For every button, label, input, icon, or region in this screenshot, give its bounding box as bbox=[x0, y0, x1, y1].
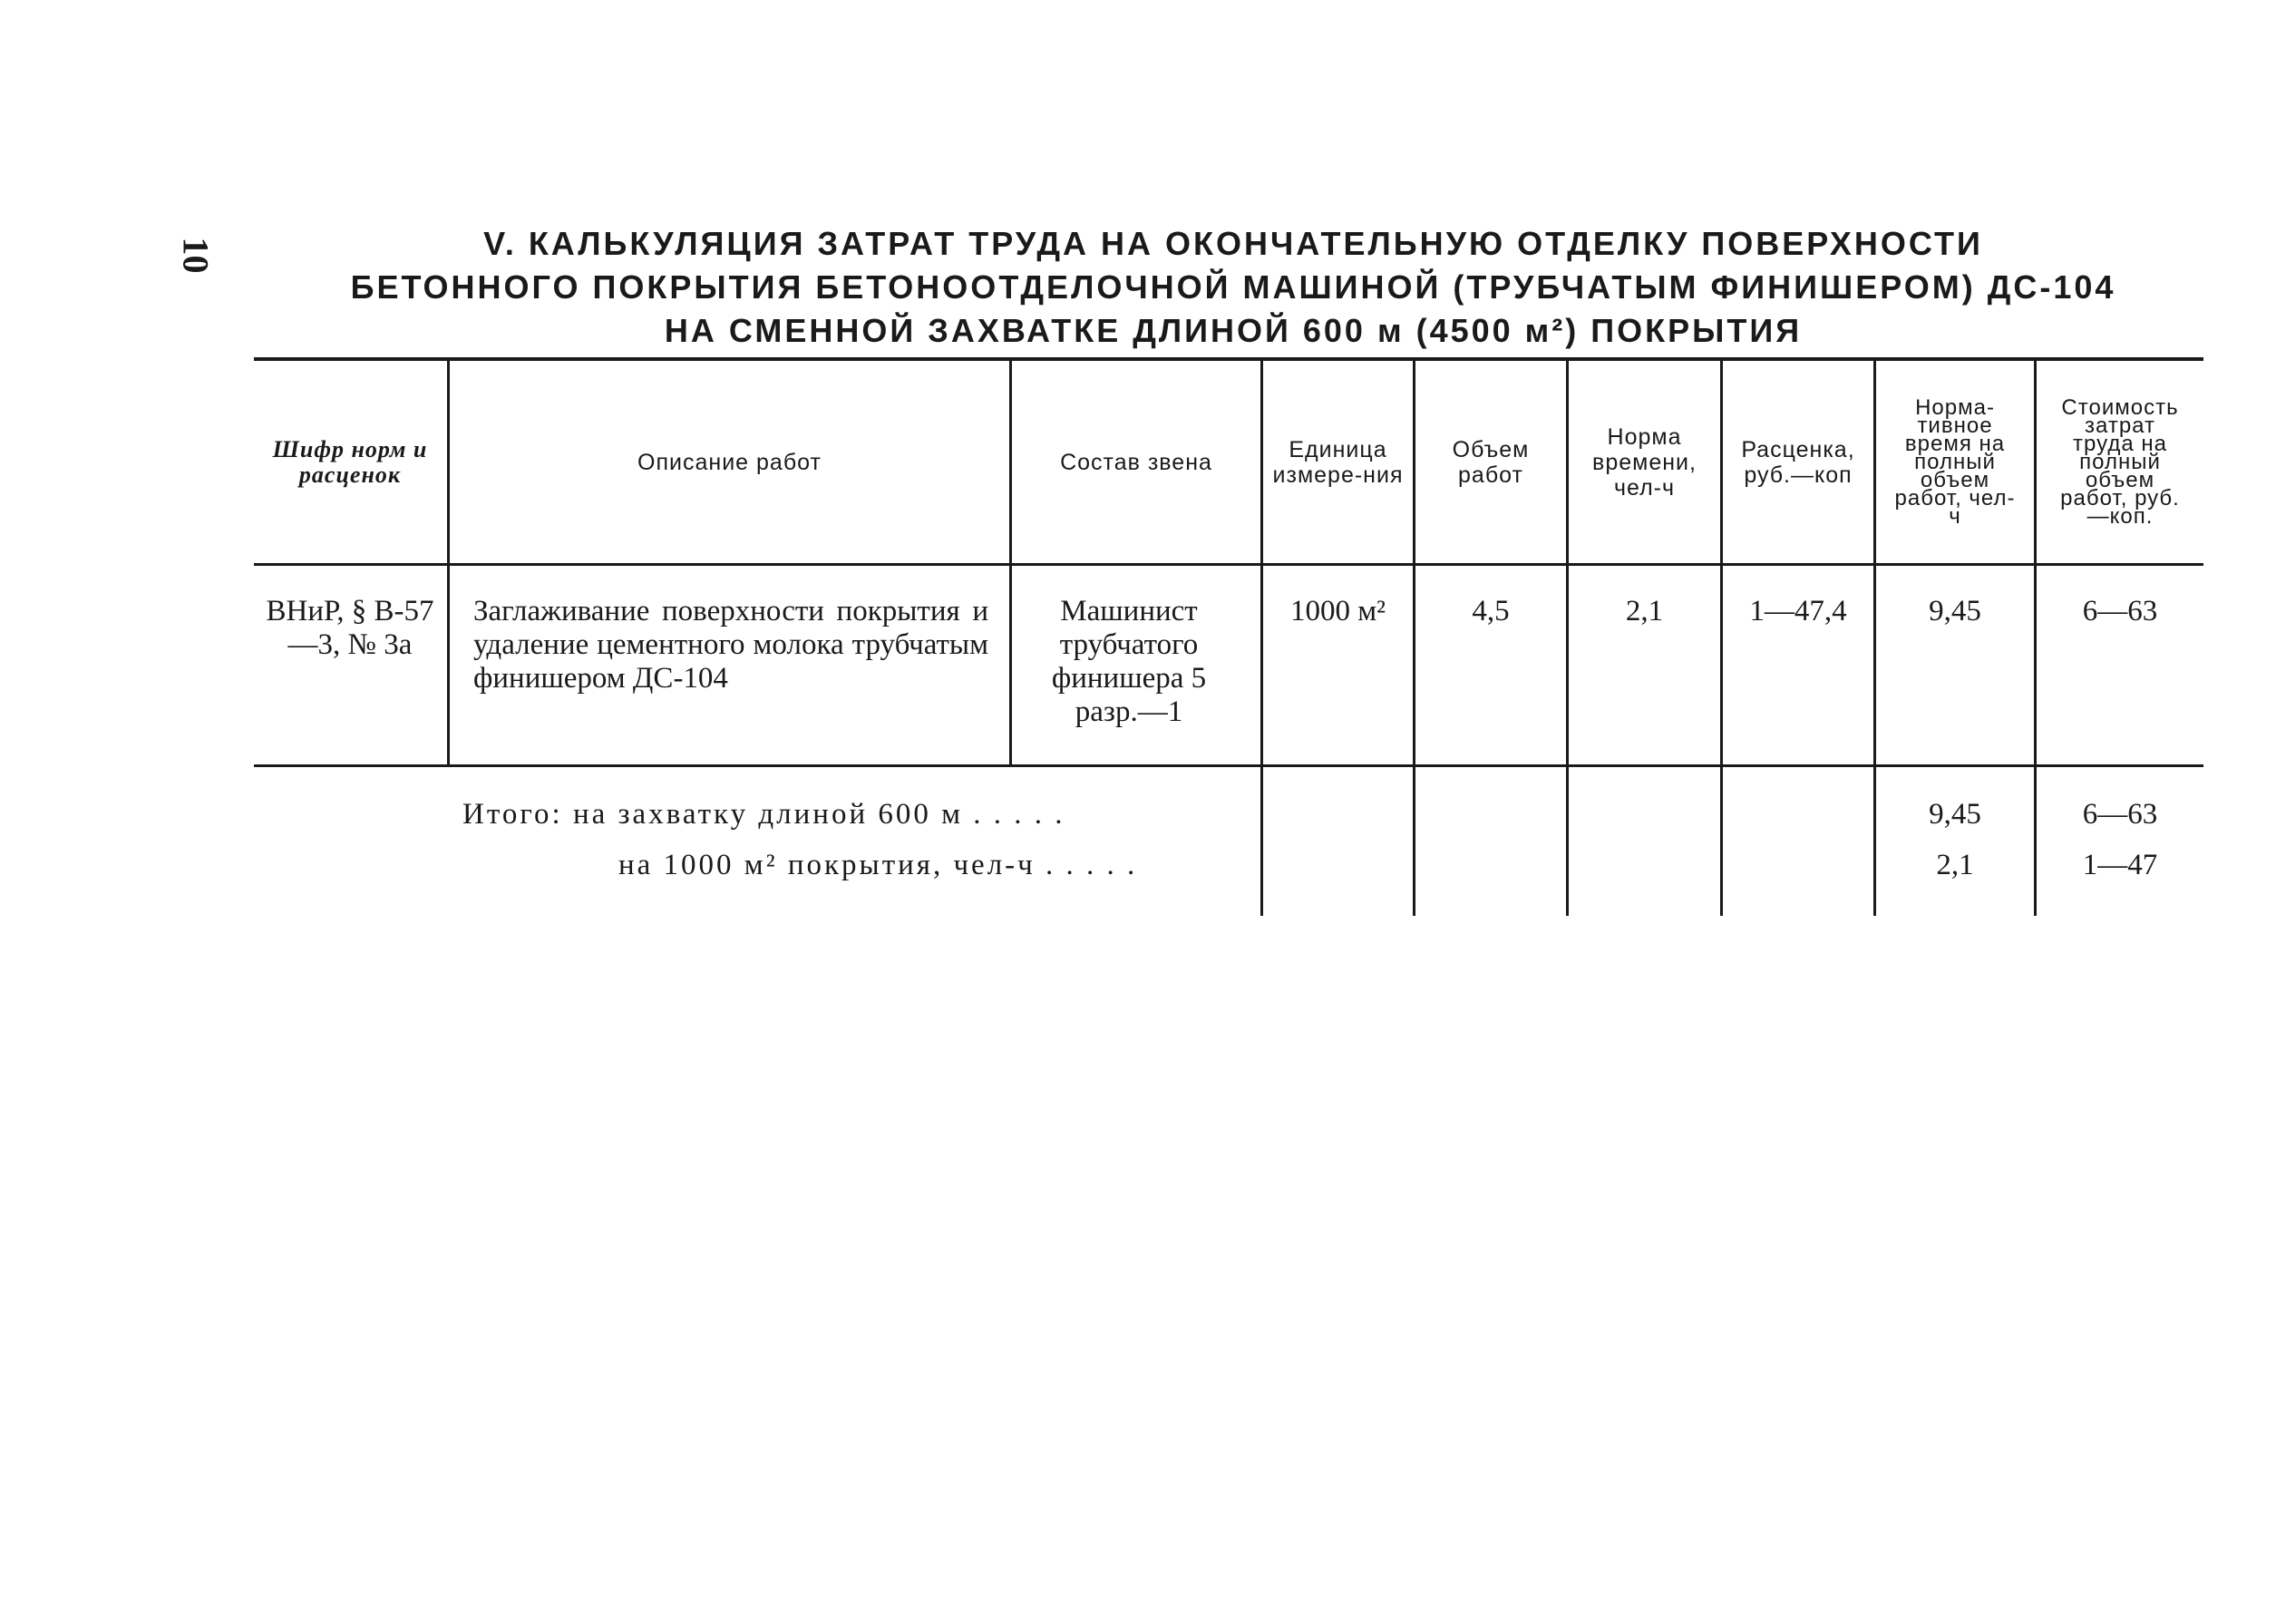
totals-cost-shift: 6—63 bbox=[2082, 798, 2158, 831]
row-unit: 1000 м² bbox=[1289, 595, 1386, 627]
header-bottom-rule bbox=[254, 563, 2203, 566]
row-total-cost: 6—63 bbox=[2082, 595, 2158, 627]
header-total-cost: Стоимость затрат труда на полный объем работ, руб.—коп. bbox=[2060, 394, 2180, 529]
row-total-time: 9,45 bbox=[1929, 595, 1981, 627]
header-volume: Объем работ bbox=[1452, 436, 1530, 488]
title-line-3: НА СМЕННОЙ ЗАХВАТКЕ ДЛИНОЙ 600 м (4500 м²) ПОКРЫТИЯ bbox=[664, 312, 1803, 349]
totals-time-shift: 9,45 bbox=[1929, 798, 1981, 831]
page-number: 10 bbox=[175, 237, 217, 274]
header-description: Описание работ bbox=[637, 449, 822, 475]
header-crew: Состав звена bbox=[1060, 449, 1212, 475]
row-rate: 1—47,4 bbox=[1749, 595, 1847, 627]
row-code: ВНиР, § В-57—3, № 3а bbox=[266, 595, 434, 661]
header-code: Шифр норм и расценок bbox=[272, 435, 428, 488]
header-rate: Расценка, руб.—коп bbox=[1741, 436, 1855, 488]
header-norm: Норма времени, чел-ч bbox=[1592, 423, 1697, 501]
totals-cost-per-1000: 1—47 bbox=[2082, 849, 2158, 881]
totals-divider bbox=[1720, 767, 1723, 916]
header-total-time: Норма-тивное время на полный объем работ, чел-ч bbox=[1894, 394, 2016, 529]
row-bottom-rule bbox=[254, 764, 2203, 767]
totals-divider bbox=[2034, 767, 2037, 916]
header-unit: Единица измере-ния bbox=[1272, 436, 1404, 488]
totals-divider bbox=[1873, 767, 1876, 916]
totals-divider bbox=[1413, 767, 1415, 916]
totals-divider bbox=[1260, 767, 1263, 916]
totals-time-per-1000: 2,1 bbox=[1936, 849, 1974, 881]
title-line-1: V. КАЛЬКУЛЯЦИЯ ЗАТРАТ ТРУДА НА ОКОНЧАТЕЛЬНУЮ ОТДЕЛКУ ПОВЕРХНОСТИ bbox=[483, 225, 1983, 262]
document-title bbox=[345, 222, 2122, 353]
row-norm: 2,1 bbox=[1625, 595, 1664, 627]
totals-label-shift: Итого: на захватку длиной 600 м . . . . . bbox=[462, 798, 1065, 831]
totals-divider bbox=[1566, 767, 1569, 916]
title-line-2: БЕТОННОГО ПОКРЫТИЯ БЕТОНООТДЕЛОЧНОЙ МАШИНОЙ (ТРУБЧАТЫМ ФИНИШЕРОМ) ДС-104 bbox=[350, 268, 2116, 306]
totals-label-per-1000: на 1000 м² покрытия, чел-ч . . . . . bbox=[618, 849, 1138, 881]
row-description: Заглаживание поверхности покрытия и удаление цементного молока трубчатым финишером ДС-104 bbox=[473, 595, 988, 695]
row-crew: Машинист трубчатого финишера 5 разр.—1 bbox=[1051, 595, 1207, 728]
row-volume: 4,5 bbox=[1472, 595, 1510, 627]
